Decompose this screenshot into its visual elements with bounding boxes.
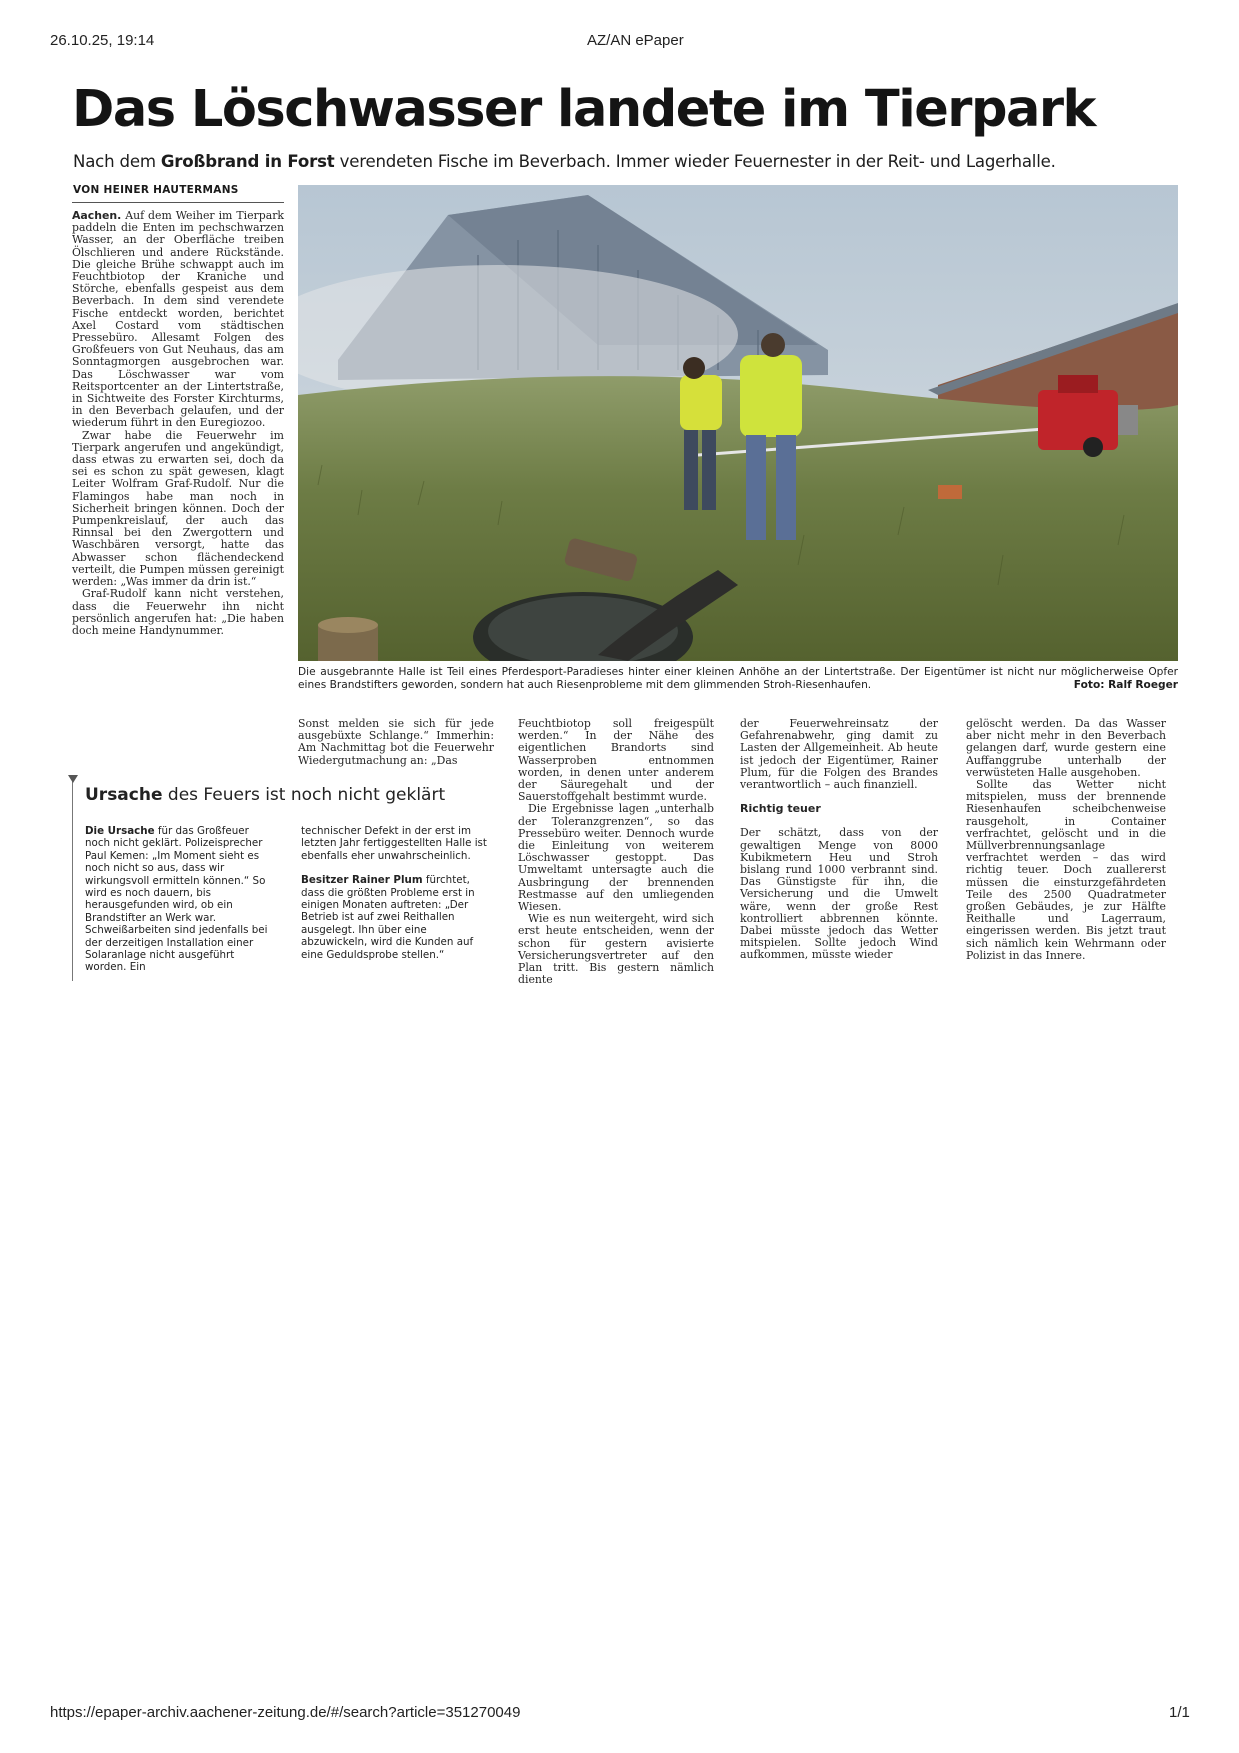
paragraph: Feuchtbiotop soll freigespült werden.“ In der Nähe des eigentlichen Brandorts sind Wasserproben entnommen worden, in denen unter anderem der Säuregehalt und der Sauerstoffgehalt bestimmt wurde. <box>518 717 714 804</box>
article-column-2 <box>298 718 494 767</box>
article-column-5 <box>966 718 1166 962</box>
paragraph <box>85 825 271 974</box>
lead-in: Besitzer Rainer Plum <box>301 874 423 887</box>
info-box-column-2 <box>301 825 493 973</box>
article-column-1 <box>72 210 284 637</box>
paragraph <box>72 210 284 430</box>
paragraph: Sollte das Wetter nicht mitspielen, muss der brennende Riesenhaufen scheibchenweise rausgeholt, in Container verfrachtet, gelöscht und in die Müllverbrennungsanlage verfrachtet werden – das wird richtig teuer. Doch zuallererst müssen die einsturzgefährdeten Teile des 2500 Quadratmeter großen Gebäudes, je zur Hälfte Reithalle und Lagerraum, eingerissen werden. Bis jetzt traut sich nämlich kein Wehrmann oder Polizist in das Innere. <box>966 778 1166 962</box>
info-box-title-rest: des Feuers ist noch nicht geklärt <box>162 785 446 805</box>
subheadline-bold: Großbrand in Forst <box>160 152 335 171</box>
caption-text: Die ausgebrannte Halle ist Teil eines Pferdesport-Paradieses hinter einer kleinen Anhöhe an der Lintertstraße. Der Eigentümer ist nicht nur möglicherweise Opfer eines Brandstifters geworden, sondern hat auch Riesenprobleme mit dem glimmenden Stroh-Riesenhaufen. <box>298 666 1178 691</box>
article-column-4 <box>740 718 938 962</box>
subheadline-part: Nach dem <box>73 152 161 171</box>
info-box-column-1 <box>85 825 271 986</box>
paragraph: Graf-Rudolf kann nicht verstehen, dass die Feuerwehr ihn nicht persönlich angerufen hat: „Die haben doch meine Handynummer. <box>72 587 284 637</box>
subheadline-part: verendeten Fische im Beverbach. Immer wieder Feuernester in der Reit- und Lagerhalle. <box>334 152 1056 171</box>
paragraph: Der schätzt, dass von der gewaltigen Menge von 8000 Kubikmetern Heu und Stroh bislang rund 1000 verbrannt sind. Das Günstigste für ihn, die Versicherung und die Umwelt wäre, wenn der große Rest kontrolliert abbrennen könnte. Dabei müsste jedoch das Wetter mitspielen. Sollte jedoch Wind aufkommen, müsste wieder <box>740 826 938 962</box>
newspaper-clipping <box>72 78 1178 1008</box>
page-count: 1/1 <box>1169 1704 1190 1721</box>
paragraph-text: Auf dem Weiher im Tierpark paddeln die Enten im pechschwarzen Wasser, an der Oberfläche treiben Ölschlieren und andere Rückstände. Die gleiche Brühe schwappt auch im Feuchtbiotop der Kraniche und Störche, ebenfalls gespeist aus dem Beverbach. In dem sind verendete Fische entdeckt worden, berichtet Axel Costard vom städtischen Pressebüro. Allesamt Folgen des Großfeuers von Gut Neuhaus, das am Sonntagmorgen ausgebrochen war. Das Löschwasser war vom Reitsportcenter an der Lintertstraße, in Sichtweite des Forster Kirchturms, in den Beverbach gelaufen, und der wiederum führt in den Euregiozoo. <box>72 209 284 430</box>
paragraph: technischer Defekt in der erst im letzten Jahr fertiggestellten Halle ist ebenfalls eher unwahrscheinlich. <box>301 825 487 862</box>
box-marker-icon <box>68 775 78 783</box>
print-timestamp: 26.10.25, 19:14 <box>50 32 155 49</box>
paragraph: Zwar habe die Feuerwehr im Tierpark angerufen und angekündigt, dass etwas zu erwarten sei, doch da sei es schon zu spät gewesen, klagt Leiter Wolfram Graf-Rudolf. Nur die Flamingos habe man noch in Sicherheit bringen können. Doch der Pumpenkreislauf, der auch das Rinnsal bei den Zwergottern und Waschbären versorgt, hatte das Abwasser schon flächendeckend verteilt, die Pumpen müssen gereinigt werden: „Was immer da drin ist.“ <box>72 428 284 589</box>
paragraph: Sonst melden sie sich für jede ausgebüxte Schlange.“ Immerhin: Am Nachmittag bot die Feuerwehr Wiedergutmachung an: „Das <box>298 717 494 767</box>
print-title: AZ/AN ePaper <box>587 32 684 49</box>
headline: Das Löschwasser landete im Tierpark <box>72 80 1095 139</box>
byline-rule <box>72 202 284 203</box>
photo-credit: Foto: Ralf Roeger <box>1073 679 1178 691</box>
byline: VON HEINER HAUTERMANS <box>73 184 239 196</box>
paragraph: Wie es nun weitergeht, wird sich erst heute entscheiden, wenn der schon für gestern avisierte Versicherungsvertreter auf den Plan tritt. Bis gestern nämlich diente <box>518 912 714 987</box>
photo-caption <box>298 666 1178 692</box>
subheading: Richtig teuer <box>740 802 821 816</box>
article-column-3 <box>518 718 714 986</box>
paragraph: gelöscht werden. Da das Wasser aber nicht mehr in den Beverbach gelangen darf, wurde gestern eine Auffanggrube unterhalb der verwüsteten Halle ausgehoben. <box>966 717 1166 779</box>
fire-scene-image <box>298 185 1178 661</box>
paragraph-text: für das Großfeuer noch nicht geklärt. Polizeisprecher Paul Kemen: „Im Moment sieht es noch nicht so aus, dass wir wirkungsvoll ermitteln können.“ So wird es noch dauern, bis herausgefunden wird, ob ein Brandstifter an Werk war. Schweißarbeiten sind jedenfalls bei der derzeitigen Installation einer Solaranlage nicht ausgeführt worden. Ein <box>85 825 268 974</box>
dateline: Aachen. <box>72 209 122 222</box>
lead-in: Die Ursache <box>85 825 155 837</box>
info-box-title <box>85 785 445 805</box>
info-box <box>72 781 505 981</box>
source-url: https://epaper-archiv.aachener-zeitung.de/#/search?article=351270049 <box>50 1704 521 1721</box>
paragraph: Die Ergebnisse lagen „unterhalb der Toleranzgrenzen“, so das Pressebüro weiter. Dennoch wurde die Einleitung von weiterem Löschwasser gestoppt. Das Umweltamt untersagte auch die Ausbringung der brennenden Restmasse auf den umliegenden Wiesen. <box>518 802 714 914</box>
article-photo <box>298 185 1178 661</box>
info-box-title-bold: Ursache <box>85 785 163 805</box>
paragraph-text: fürchtet, dass die größten Probleme erst in einigen Monaten auftreten: „Der Betrieb ist auf zwei Reithallen ausgelegt. Ihn über eine abzuwickeln, wird die Kunden auf eine Geduldsprobe stellen.“ <box>301 874 475 961</box>
paragraph <box>301 874 493 961</box>
subheadline <box>73 152 1056 171</box>
paragraph: der Feuerwehreinsatz der Gefahrenabwehr, ging damit zu Lasten der Allgemeinheit. Ab heute ist jedoch der Eigentümer, Rainer Plum, für die Folgen des Brandes verantwortlich – auch finanziell. <box>740 717 938 792</box>
